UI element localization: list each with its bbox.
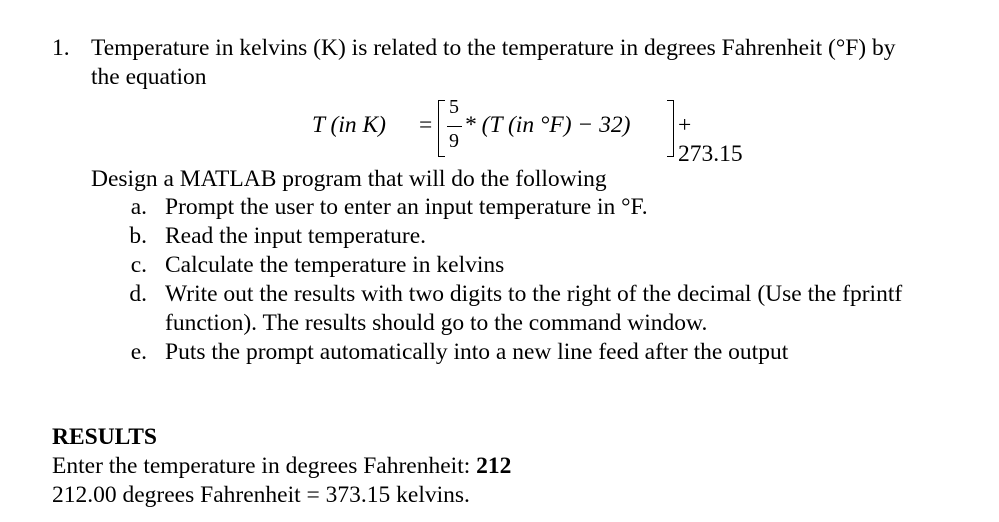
task-letter-d: d. [129, 281, 147, 307]
task-letter-b: b. [129, 223, 147, 249]
fraction-bar [447, 126, 462, 127]
task-text-d-line-1: Write out the results with two digits to the right of the decimal (Use the fprintf [165, 281, 903, 307]
fraction-denominator: 9 [449, 130, 459, 152]
task-text-b: Read the input temperature. [165, 223, 427, 249]
fraction-numerator: 5 [449, 96, 459, 118]
equation-lhs: T (in K) [312, 112, 386, 138]
task-text-c: Calculate the temperature in kelvins [165, 252, 505, 278]
results-output-line: 212.00 degrees Fahrenheit = 373.15 kelvins. [52, 482, 470, 508]
results-prompt-line [52, 452, 511, 481]
results-prompt-text: Enter the temperature in degrees Fahrenheit: [52, 453, 477, 479]
right-bracket [667, 100, 674, 157]
task-text-d-line-2: function). The results should go to the command window. [165, 310, 708, 336]
task-letter-c: c. [130, 252, 147, 278]
task-text-a: Prompt the user to enter an input temperature in °F. [165, 194, 648, 220]
task-letter-e: e. [130, 339, 147, 365]
equation-equals-sign: = [419, 112, 433, 138]
equation-middle-term: * (T (in °F) − 32) [464, 112, 631, 138]
design-instruction: Design a MATLAB program that will do the following [91, 166, 607, 192]
question-intro-line-2: the equation [91, 64, 207, 90]
task-letter-a: a. [130, 194, 147, 220]
task-text-e: Puts the prompt automatically into a new line feed after the output [165, 339, 789, 365]
equation-constant-term: + 273.15 [678, 112, 743, 167]
left-bracket [438, 100, 445, 157]
results-heading: RESULTS [52, 424, 157, 450]
kelvin-equation [312, 96, 743, 167]
question-number: 1. [52, 35, 70, 61]
question-intro-line-1: Temperature in kelvins (K) is related to the temperature in degrees Fahrenheit (°F) by [91, 35, 896, 61]
results-input-value: 212 [476, 453, 512, 479]
